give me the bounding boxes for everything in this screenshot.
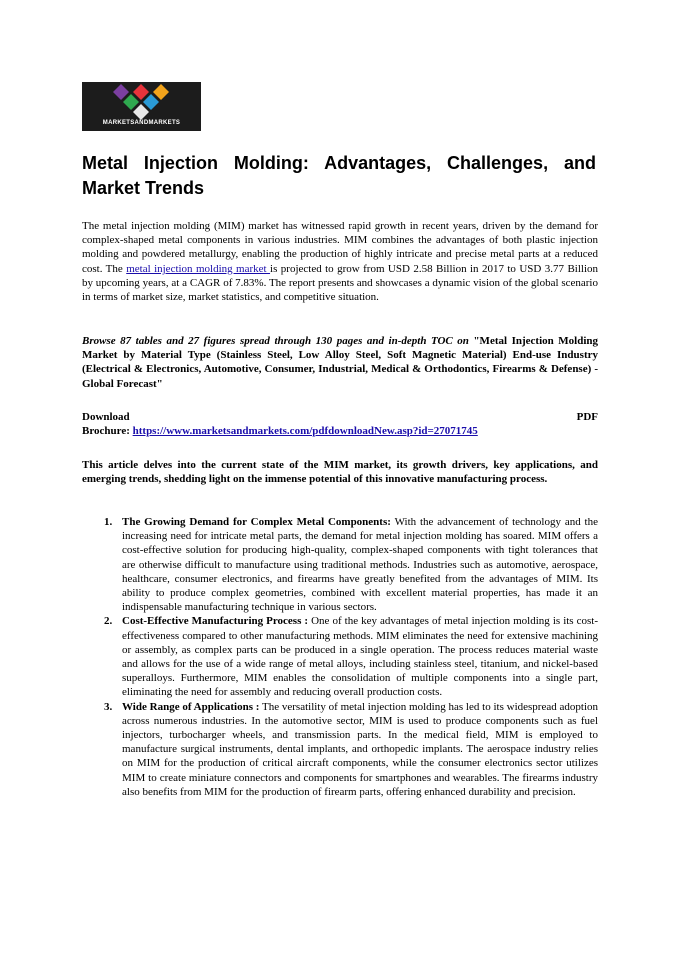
pdf-word: PDF bbox=[576, 411, 598, 423]
list-item bbox=[82, 515, 598, 614]
list-item-number: 2. bbox=[104, 615, 113, 628]
list-item bbox=[82, 700, 598, 799]
download-row bbox=[82, 410, 598, 424]
download-word: Download bbox=[82, 411, 130, 423]
article-intro-paragraph: This article delves into the current state of the MIM market, its growth drivers, key applications, and emerging trends, shedding light on the immense potential of this innovative manufacturing process. bbox=[82, 459, 598, 486]
brochure-label: Brochure: bbox=[82, 425, 133, 438]
list-item-text: With the advancement of technology and the increasing need for intricate metal parts, the demand for metal injection molding has soared. MIM offers a cost-effective solution for producing high-quality, complex-shaped components with tight tolerances that are otherwise difficult to manufacture using traditional methods. Industries such as automotive, aerospace, healthcare, consumer electronics, and firearms have greatly benefited from the advantages of MIM. Its ability to produce complex geometries, combined with excellent material properties, has made it an indispensable manufacturing technique in various sectors. bbox=[122, 516, 598, 614]
browse-paragraph bbox=[82, 334, 598, 391]
brochure-download-link[interactable]: https://www.marketsandmarkets.com/pdfdownloadNew.asp?id=27071745 bbox=[132, 425, 478, 438]
intro-text-after: is projected to grow from USD 2.58 Billion in 2017 to USD 3.77 Billion by upcoming years, at a CAGR of 7.83%. The report presents and showcases a dynamic vision of the global scenario in terms of market size, market statistics, and competitive situation. bbox=[82, 262, 599, 304]
intro-text-before: The metal injection molding (MIM) market has witnessed rapid growth in recent years, driven by the demand for complex-shaped metal components in various industries. MIM combines the advantages of both plastic injection molding and powdered metallurgy, enabling the production of highly intricate and precise metal parts at a reduced cost. The bbox=[82, 220, 598, 275]
page-title: Metal Injection Molding: Advantages, Challenges, and Market Trends bbox=[82, 153, 596, 198]
key-points-list bbox=[82, 515, 598, 799]
list-item-text: One of the key advantages of metal injection molding is its cost-effectiveness compared to other manufacturing methods. MIM eliminates the need for extensive machining or assembly, as complex parts can be produced in a single operation. The process reduces material waste and allows for the use of a wide range of metal alloys, including stainless steel, titanium, and nickel-based superalloys. Furthermore, MIM enables the consolidation of multiple components into a single part, eliminating the need for assembly and reducing overall production costs. bbox=[122, 615, 598, 699]
brochure-line bbox=[82, 424, 598, 438]
list-item-heading: The Growing Demand for Complex Metal Components: bbox=[122, 516, 391, 528]
browse-italic-text: Browse 87 tables and 27 figures spread through 130 pages and in-depth TOC on bbox=[82, 335, 474, 347]
market-report-link[interactable]: metal injection molding market bbox=[126, 262, 271, 275]
list-item-heading: Cost-Effective Manufacturing Process : bbox=[122, 615, 309, 628]
list-item-number: 3. bbox=[104, 700, 113, 713]
list-item bbox=[82, 614, 598, 699]
logo-text: MARKETSANDMARKETS bbox=[102, 120, 181, 126]
download-brochure bbox=[82, 410, 598, 438]
list-item-number: 1. bbox=[104, 516, 113, 528]
company-logo bbox=[82, 82, 201, 131]
report-title-text: "Metal Injection Molding Market by Material Type (Stainless Steel, Low Alloy Steel, Soft Magnetic Material) End-use Industry (Electrical & Electronics, Automotive, Consumer, Industrial, Medical & Orthodontics, Firearms & Defense) - Global Forecast" bbox=[82, 335, 598, 390]
list-item-text: The versatility of metal injection molding has led to its widespread adoption across numerous industries. In the automotive sector, MIM is used to produce components such as fuel injectors, turbocharger wheels, and transmission parts. In the medical field, MIM is employed to manufacture surgical instruments, dental implants, and orthopedic implants. The aerospace industry relies on MIM for the production of critical aircraft components, while the consumer electronics sector utilizes MIM to create miniature connectors and components for smartphones and wearables. The firearms industry also benefits from MIM for the production of firearm parts, offering enhanced durability and precision. bbox=[122, 700, 598, 798]
list-item-heading: Wide Range of Applications : bbox=[122, 700, 260, 713]
intro-paragraph bbox=[82, 219, 598, 304]
